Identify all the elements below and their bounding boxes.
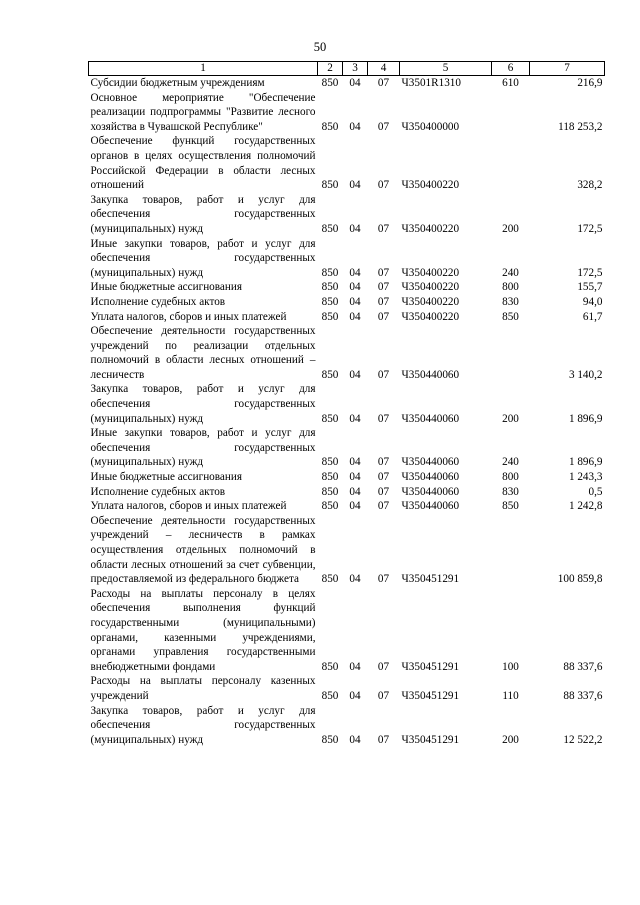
table-cell-section: 04 [349, 281, 361, 294]
table-row [89, 704, 605, 748]
table-cell-target-article: Ч350451291 [401, 573, 460, 586]
table-cell-amount: 3 140,2 [568, 368, 603, 381]
table-cell-target-article: Ч350400220 [401, 295, 460, 308]
table-cell-description: Иные закупки товаров, работ и услуг для обеспечения государственных (муниципальных) нужд [90, 237, 316, 279]
table-cell-description: Исполнение судебных актов [90, 485, 226, 498]
table-cell-expense-type: 800 [502, 471, 519, 484]
table-cell-ministry: 850 [321, 310, 339, 323]
column-header: 6 [492, 62, 530, 76]
table-cell-section: 04 [349, 222, 361, 235]
table-cell-expense-type: 830 [502, 295, 519, 308]
table-row [89, 324, 605, 382]
table-cell-target-article: Ч350400220 [401, 310, 460, 323]
table-cell-expense-type: 200 [502, 733, 519, 746]
table-cell-subsection: 07 [377, 222, 390, 235]
table-cell-subsection: 07 [377, 456, 390, 469]
table-cell-subsection: 07 [377, 412, 390, 425]
table-cell-section: 04 [349, 485, 361, 498]
table-cell-amount: 155,7 [577, 281, 603, 294]
table-cell-ministry: 850 [321, 281, 339, 294]
table-cell-target-article: Ч350451291 [401, 733, 460, 746]
table-cell-target-article: Ч350440060 [401, 485, 460, 498]
table-cell-expense-type: 240 [502, 266, 519, 279]
column-header: 1 [89, 62, 318, 76]
column-header: 4 [368, 62, 400, 76]
table-cell-description: Закупка товаров, работ и услуг для обеспечения государственных (муниципальных) нужд [90, 704, 316, 746]
table-cell-description: Исполнение судебных актов [90, 295, 226, 308]
table-cell-expense-type: 200 [502, 222, 519, 235]
table-cell-expense-type [492, 514, 530, 587]
column-header: 2 [318, 62, 343, 76]
table-cell-target-article: Ч350440060 [401, 500, 460, 513]
table-cell-description: Обеспечение деятельности государственных учреждений по реализации отдельных полномочий в области лесных отношений – лесничеств [90, 325, 316, 381]
table-cell-ministry: 850 [321, 471, 339, 484]
table-cell-description: Расходы на выплаты персоналу казенных учреждений [90, 675, 316, 702]
budget-table [88, 61, 605, 747]
table-cell-ministry: 850 [321, 573, 339, 586]
table-cell-section: 04 [349, 471, 361, 484]
table-cell-expense-type [492, 324, 530, 382]
table-header-row [89, 62, 605, 76]
table-cell-expense-type: 850 [502, 310, 519, 323]
table-cell-amount: 216,9 [577, 77, 603, 89]
table-row [89, 514, 605, 587]
table-cell-section: 04 [349, 573, 361, 586]
table-row [89, 280, 605, 295]
table-cell-subsection: 07 [377, 281, 390, 294]
table-cell-target-article: Ч350440060 [401, 412, 460, 425]
table-cell-expense-type [492, 134, 530, 192]
table-cell-expense-type: 850 [502, 500, 519, 513]
table-cell-expense-type [492, 91, 530, 135]
table-row [89, 91, 605, 135]
table-cell-description: Иные бюджетные ассигнования [90, 471, 242, 484]
table-cell-subsection: 07 [377, 179, 390, 192]
table-cell-amount: 88 337,6 [563, 660, 603, 673]
table-cell-subsection: 07 [377, 77, 390, 89]
table-cell-subsection: 07 [377, 120, 390, 133]
table-cell-target-article: Ч350451291 [401, 689, 460, 702]
table-cell-target-article: Ч350400220 [401, 281, 460, 294]
table-cell-amount: 94,0 [582, 295, 603, 308]
table-cell-amount: 12 522,2 [563, 733, 603, 746]
table-row [89, 295, 605, 310]
table-cell-expense-type: 830 [502, 485, 519, 498]
table-cell-section: 04 [349, 266, 361, 279]
table-row [89, 237, 605, 281]
table-cell-amount: 328,2 [577, 179, 603, 192]
table-cell-section: 04 [349, 660, 361, 673]
table-row [89, 587, 605, 675]
table-cell-subsection: 07 [377, 295, 390, 308]
table-cell-description: Иные закупки товаров, работ и услуг для обеспечения государственных (муниципальных) нужд [90, 427, 316, 469]
table-cell-description: Расходы на выплаты персоналу в целях обеспечения выполнения функций государственными (муниципальными) органами, казенными учреждениями, органами управления государственными внебюджетными фондами [90, 587, 316, 673]
column-header: 7 [530, 62, 605, 76]
table-cell-description: Закупка товаров, работ и услуг для обеспечения государственных (муниципальных) нужд [90, 193, 316, 235]
table-cell-description: Уплата налогов, сборов и иных платежей [90, 310, 287, 323]
table-cell-target-article: Ч350400220 [401, 179, 460, 192]
table-cell-section: 04 [349, 295, 361, 308]
table-row [89, 485, 605, 500]
table-cell-description: Субсидии бюджетным учреждениям [90, 77, 265, 89]
table-cell-target-article: Ч350400220 [401, 222, 460, 235]
table-cell-subsection: 07 [377, 471, 390, 484]
table-cell-ministry: 850 [321, 485, 339, 498]
table-row [89, 426, 605, 470]
table-cell-subsection: 07 [377, 310, 390, 323]
table-cell-amount: 61,7 [582, 310, 603, 323]
table-cell-amount: 118 253,2 [558, 120, 603, 133]
table-cell-amount: 172,5 [577, 266, 603, 279]
table-cell-amount: 1 896,9 [568, 456, 603, 469]
table-cell-section: 04 [349, 500, 361, 513]
table-cell-ministry: 850 [321, 412, 339, 425]
table-cell-target-article: Ч3501R1310 [401, 77, 461, 89]
table-cell-target-article: Ч350440060 [401, 368, 460, 381]
table-cell-ministry: 850 [321, 733, 339, 746]
table-cell-target-article: Ч350440060 [401, 471, 460, 484]
table-cell-amount: 1 242,8 [568, 500, 603, 513]
table-cell-ministry: 850 [321, 120, 339, 133]
table-cell-ministry: 850 [321, 222, 339, 235]
table-cell-section: 04 [349, 179, 361, 192]
table-cell-expense-type: 110 [502, 689, 519, 702]
table-cell-target-article: Ч350440060 [401, 456, 460, 469]
table-cell-section: 04 [349, 77, 361, 89]
table-cell-ministry: 850 [321, 456, 339, 469]
table-cell-section: 04 [349, 412, 361, 425]
table-cell-ministry: 850 [321, 266, 339, 279]
table-row [89, 193, 605, 237]
table-cell-ministry: 850 [321, 295, 339, 308]
table-cell-expense-type: 800 [502, 281, 519, 294]
table-cell-ministry: 850 [321, 77, 339, 89]
table-cell-ministry: 850 [321, 179, 339, 192]
table-cell-ministry: 850 [321, 660, 339, 673]
table-row [89, 134, 605, 192]
table-cell-section: 04 [349, 310, 361, 323]
column-header: 3 [343, 62, 368, 76]
table-cell-amount: 1 243,3 [568, 471, 603, 484]
table-cell-description: Обеспечение деятельности государственных учреждений – лесничеств в рамках осуществления отдельных полномочий в области лесных отношений за счет субвенции, предоставляемой из федерального бюджета [90, 514, 316, 586]
table-cell-description: Иные бюджетные ассигнования [90, 281, 242, 294]
table-cell-description: Закупка товаров, работ и услуг для обеспечения государственных (муниципальных) нужд [90, 383, 316, 425]
table-cell-description: Обеспечение функций государственных органов в целях осуществления полномочий Российской Федерации в области лесных отношений [90, 135, 316, 192]
table-row [89, 470, 605, 485]
table-cell-amount: 0,5 [588, 485, 603, 498]
column-header: 5 [400, 62, 492, 76]
table-cell-subsection: 07 [377, 266, 390, 279]
table-cell-amount: 172,5 [577, 222, 603, 235]
table-cell-subsection: 07 [377, 660, 390, 673]
table-cell-amount: 1 896,9 [568, 412, 603, 425]
table-cell-section: 04 [349, 456, 361, 469]
table-cell-subsection: 07 [377, 573, 390, 586]
table-cell-ministry: 850 [321, 689, 339, 702]
table-cell-subsection: 07 [377, 733, 390, 746]
table-cell-subsection: 07 [377, 500, 390, 513]
table-cell-description: Уплата налогов, сборов и иных платежей [90, 500, 287, 513]
table-row [89, 76, 605, 91]
table-row [89, 674, 605, 703]
table-cell-target-article: Ч350400220 [401, 266, 460, 279]
table-cell-expense-type: 610 [502, 77, 519, 89]
table-cell-expense-type: 200 [502, 412, 519, 425]
table-cell-subsection: 07 [377, 485, 390, 498]
table-row [89, 310, 605, 325]
table-body [89, 76, 605, 748]
table-cell-subsection: 07 [377, 689, 390, 702]
table-cell-expense-type: 240 [502, 456, 519, 469]
table-cell-expense-type: 100 [502, 660, 519, 673]
table-cell-section: 04 [349, 368, 361, 381]
table-cell-target-article: Ч350451291 [401, 660, 460, 673]
table-cell-ministry: 850 [321, 368, 339, 381]
table-cell-ministry: 850 [321, 500, 339, 513]
table-cell-section: 04 [349, 733, 361, 746]
table-cell-amount: 100 859,8 [557, 573, 603, 586]
table-row [89, 499, 605, 514]
table-cell-subsection: 07 [377, 368, 390, 381]
page-number: 50 [313, 40, 327, 54]
table-cell-target-article: Ч350400000 [401, 120, 460, 133]
table-cell-section: 04 [349, 120, 361, 133]
table-cell-description: Основное мероприятие "Обеспечение реализации подпрограммы "Развитие лесного хозяйства в Чувашской Республике" [90, 91, 316, 133]
table-row [89, 382, 605, 426]
table-cell-section: 04 [349, 689, 361, 702]
table-cell-amount: 88 337,6 [563, 689, 603, 702]
